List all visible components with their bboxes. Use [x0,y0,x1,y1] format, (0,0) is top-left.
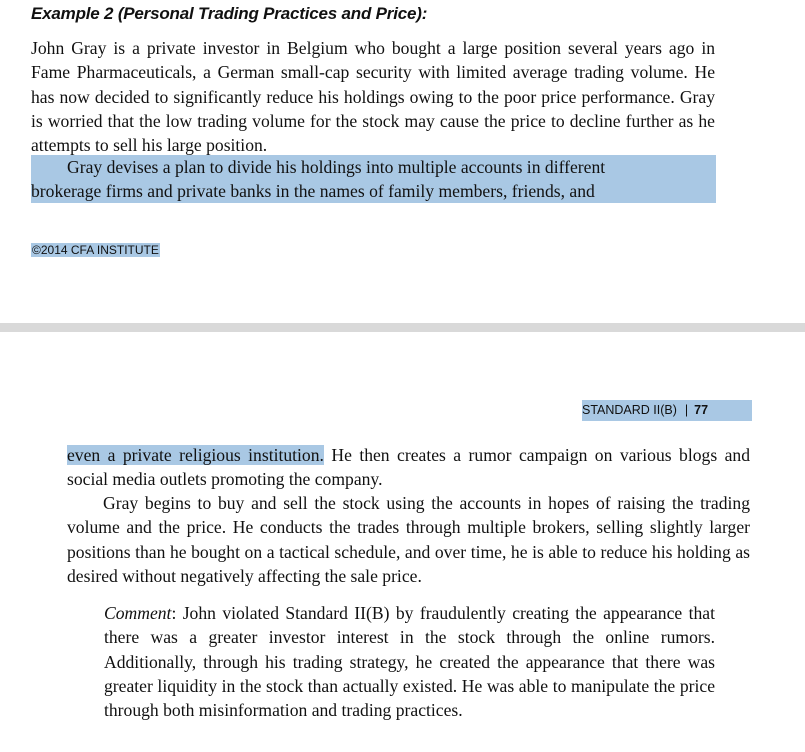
running-head-section: STANDARD II(B) [582,403,677,417]
copyright-notice: ©2014 CFA INSTITUTE [32,243,159,257]
highlighted-line-2[interactable]: brokerage firms and private banks in the names of family members, friends, and [31,181,595,201]
paragraph-trading: Gray begins to buy and sell the stock using the accounts in hopes of raising the trading volume and the price. He conducts the trades through multiple brokers, selling slightly larger positions than he bought on a tactical schedule, and over time, he is able to reduce his holding as desired without negatively affecting the sale price. [67,493,750,586]
comment-text: : John violated Standard II(B) by fraudulently creating the appearance that there was a greater investor interest in the stock through the online rumors. Additionally, through his trading strategy, he created the appearance that there was greater liquidity in the stock than actually existed. He was able to manipulate the price through both misinformation and trading practices. [104,603,715,721]
highlighted-continuation[interactable]: even a private religious institution. [67,445,324,465]
page-number: 77 [694,403,709,417]
comment-block [104,601,715,722]
comment-label: Comment [104,603,172,623]
page-separator [0,323,805,332]
running-head-separator: | [684,403,689,417]
continuation-text: He then creates a rumor campaign on various blogs and social media outlets promoting the company. [67,445,751,490]
example-title: Example 2 (Personal Trading Practices and Price): [31,4,428,23]
highlighted-line-1[interactable]: Gray devises a plan to divide his holdings into multiple accounts in different [67,157,606,177]
page-top [0,0,805,323]
paragraph-continuation [67,443,750,492]
running-head [582,400,752,421]
paragraph-intro: John Gray is a private investor in Belgium who bought a large position several years ago in Fame Pharmaceuticals, a German small-cap security with limited average trading volume. He has now decided to significantly reduce his holdings owing to the poor price performance. Gray is worried that the low trading volume for the stock may cause the price to decline further as he attempts to sell his large position. [31,38,715,156]
